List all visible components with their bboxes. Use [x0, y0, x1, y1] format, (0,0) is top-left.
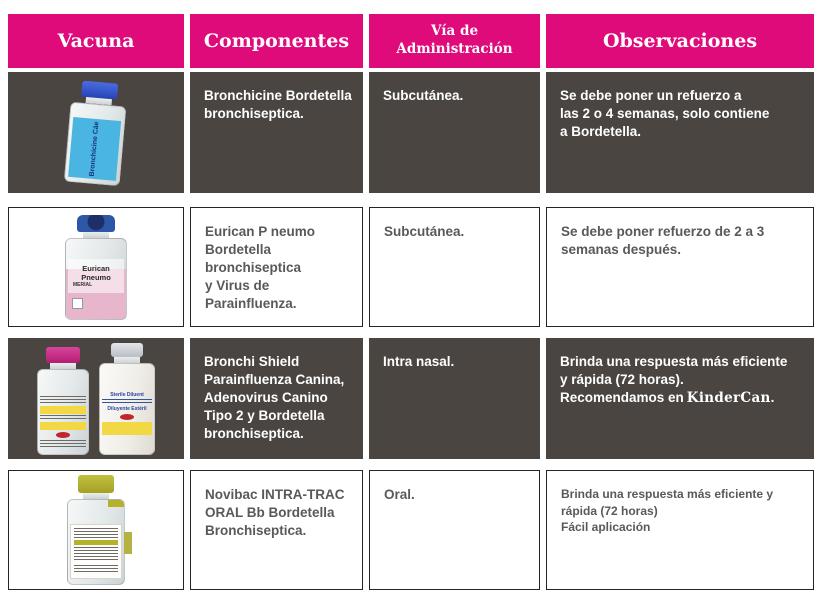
- logo-oval: [56, 432, 70, 438]
- vial-cap: [111, 343, 143, 357]
- vial-label: [70, 524, 122, 579]
- text-line: Eurican P neumo: [205, 224, 316, 239]
- label-band: [40, 422, 86, 430]
- header-componentes: [190, 14, 363, 68]
- text-segment: Recomendamos en: [560, 390, 684, 406]
- components-cell: [190, 207, 363, 327]
- text-line: Oral.: [384, 487, 415, 502]
- text-line: rápida (72 horas): [561, 503, 658, 518]
- vial-body: [37, 369, 89, 455]
- text-line: Adenovirus Canino: [204, 390, 328, 406]
- via-cell: [369, 207, 540, 327]
- components-cell: [190, 470, 363, 590]
- text-line: bronchiseptica.: [204, 426, 304, 442]
- vial-body: [65, 238, 127, 320]
- text-line: Bordetella bronchiseptica: [205, 242, 302, 276]
- via-cell: [369, 72, 540, 193]
- text-line: Brinda una respuesta más eficiente y: [561, 487, 774, 501]
- table-row-bronchicine: [8, 72, 820, 193]
- fine-print: [40, 396, 86, 405]
- vaccine-image-cell: [8, 338, 184, 459]
- text-line: y rápida (72 horas).: [560, 372, 684, 388]
- table-row-bronchi-shield: [8, 338, 820, 459]
- sterile-diluent-vial-image: [99, 343, 155, 455]
- vial-label: [40, 396, 86, 449]
- vial-label: [68, 259, 124, 293]
- vial-body: [99, 363, 155, 455]
- table-row-nobivac: [8, 470, 820, 590]
- observations-cell: [546, 207, 814, 327]
- label-tab: [124, 532, 132, 554]
- header-label: Administración: [396, 41, 513, 57]
- observations-cell: [546, 338, 814, 459]
- fine-print: [74, 565, 118, 573]
- text-line: [560, 389, 804, 407]
- table-row-eurican: [8, 207, 820, 327]
- vial-logo: [72, 298, 83, 309]
- components-cell: [190, 72, 363, 193]
- text-line: Bronchicine Bordetella: [204, 88, 352, 103]
- text-line: Subcutánea.: [383, 88, 464, 103]
- header-observaciones: [546, 14, 814, 68]
- header-vacuna: [8, 14, 184, 68]
- vial-label: [102, 392, 152, 435]
- observations-cell: [546, 72, 814, 193]
- header-label: Componentes: [203, 30, 350, 52]
- text-line: Parainfluenza Canina,: [204, 372, 345, 388]
- vial-label: [68, 116, 121, 180]
- text-line: Tipo 2 y Bordetella: [204, 408, 325, 424]
- via-cell: [369, 470, 540, 590]
- header-label: Vía de: [430, 23, 479, 40]
- text-line: Bronchiseptica.: [205, 523, 307, 539]
- vial-label-text: Sterile Diluent: [110, 392, 144, 399]
- label-band: [74, 540, 118, 545]
- fine-print: [74, 547, 118, 561]
- text-line: Intra nasal.: [383, 354, 455, 369]
- text-line: Se debe poner refuerzo de 2 a 3: [561, 224, 765, 239]
- label-corner-band: [108, 500, 124, 507]
- bronchi-shield-vial-image: [37, 347, 89, 455]
- bronchicine-vial-image: [64, 79, 129, 185]
- text-line: Novibac INTRA-TRAC: [205, 487, 345, 502]
- vial-cap: [77, 215, 115, 232]
- nobivac-intra-trac-vial-image: [67, 475, 125, 585]
- label-band: [102, 422, 152, 435]
- header-label: Vacuna: [57, 30, 135, 52]
- vial-body: [64, 101, 127, 186]
- header-label: Observaciones: [602, 30, 758, 52]
- header-via-administracion: [369, 14, 540, 68]
- text-line: a Bordetella.: [560, 124, 642, 140]
- text-segment: .: [770, 390, 775, 406]
- text-line: bronchiseptica.: [204, 106, 304, 122]
- text-line: las 2 o 4 semanas, solo contiene: [560, 106, 770, 122]
- vaccine-image-cell: [8, 470, 184, 590]
- via-cell: [369, 338, 540, 459]
- fine-print: [74, 528, 118, 538]
- bronchi-shield-vials-image: [37, 343, 155, 455]
- vial-neck: [114, 357, 140, 363]
- text-line: Subcutánea.: [384, 224, 465, 239]
- fine-print: [40, 415, 86, 421]
- fine-print: [40, 440, 86, 449]
- vial-neck: [83, 232, 109, 238]
- vaccine-image-cell: [8, 72, 184, 193]
- vial-neck: [50, 363, 76, 369]
- vial-sublabel-text: MERIAL: [73, 282, 93, 289]
- text-line: ORAL Bb Bordetella: [205, 505, 335, 521]
- vial-cap: [78, 475, 114, 493]
- vial-body: [67, 499, 125, 585]
- text-line: Bronchi Shield: [204, 354, 300, 369]
- label-band: [40, 406, 86, 414]
- kindercan-brand-text: KinderCan: [686, 390, 771, 407]
- observations-cell: [546, 470, 814, 590]
- text-line: Fácil aplicación: [561, 520, 651, 535]
- fine-print: [102, 399, 152, 405]
- vaccine-image-cell: [8, 207, 184, 327]
- vial-label-text: Bronchicine Cáe: [88, 120, 101, 177]
- components-cell: [190, 338, 363, 459]
- vial-cap: [46, 347, 80, 363]
- text-line: Se debe poner un refuerzo a: [560, 88, 742, 103]
- vial-label-text: Eurican Pneumo: [81, 264, 111, 283]
- vial-sublabel-text: Diluyente Estéril: [107, 406, 147, 413]
- eurican-pneumo-vial-image: [65, 215, 127, 320]
- logo-oval: [120, 414, 134, 420]
- text-line: semanas después.: [561, 242, 682, 258]
- text-line: Brinda una respuesta más eficiente: [560, 354, 788, 369]
- table-header-row: [8, 14, 820, 68]
- text-line: y Virus de Parainfluenza.: [205, 278, 297, 312]
